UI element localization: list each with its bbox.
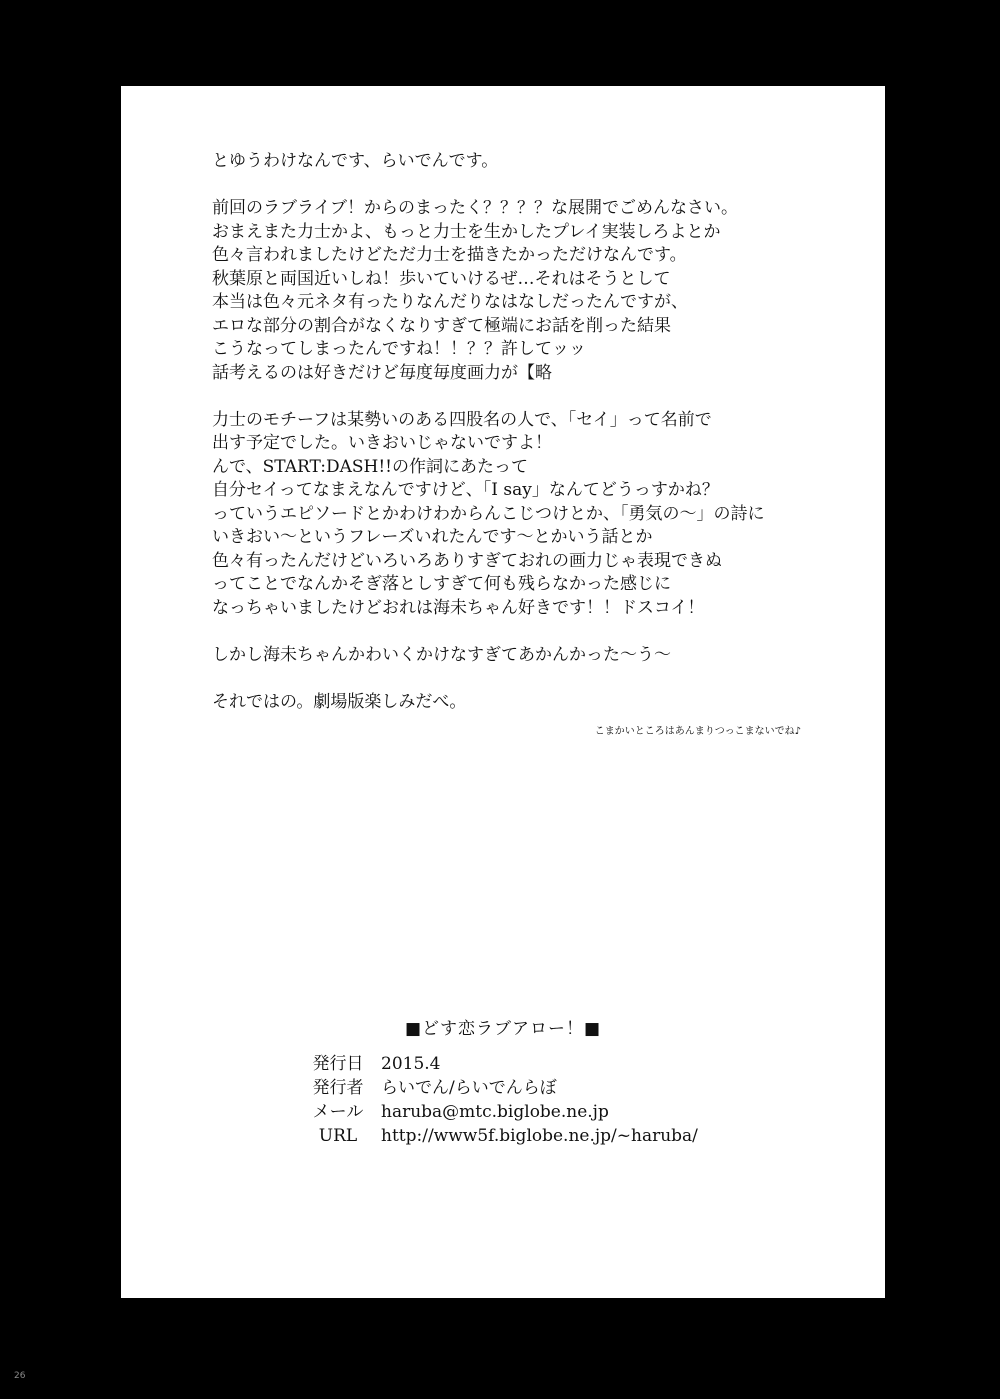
paragraph-4 xyxy=(212,644,872,668)
colophon-value: 2015.4 xyxy=(381,1054,441,1074)
colophon-value: haruba@mtc.biglobe.ne.jp xyxy=(381,1102,609,1122)
text-line: それではの。劇場版楽しみだべ。 xyxy=(212,691,467,712)
paragraph-2 xyxy=(212,197,872,385)
text-line: おまえまた力士かよ、もっと力士を生かしたプレイ実装しろよとか xyxy=(212,221,721,242)
text-line: 力士のモチーフは某勢いのある四股名の人で、「セイ」って名前で xyxy=(212,409,712,430)
text-line: しかし海未ちゃんかわいくかけなすぎてあかんかった～う～ xyxy=(212,644,671,665)
colophon-label: メール xyxy=(312,1102,364,1122)
page-number: 26 xyxy=(14,1371,26,1381)
colophon-row-url xyxy=(295,1124,698,1148)
text-line: 色々言われましたけどただ力士を描きたかっただけなんです。 xyxy=(212,245,687,265)
colophon-label: 発行者 xyxy=(312,1078,364,1098)
text-line: 秋葉原と両国近いしね！歩いていけるぜ…それはそうとして xyxy=(212,268,671,289)
paragraph-3 xyxy=(212,409,872,621)
text-line: 出す予定でした。いきおいじゃないですよ！ xyxy=(212,433,552,453)
colophon-label: URL xyxy=(318,1126,358,1146)
paragraph-5 xyxy=(212,691,872,715)
colophon-row-date xyxy=(295,1052,698,1076)
colophon xyxy=(295,1052,698,1148)
text-line: 自分セイってなまえなんですけど、「I say」なんてどうっすかね？ xyxy=(212,480,719,500)
footnote: こまかいところはあんまりつっこまないでね♪ xyxy=(594,726,801,737)
text-line: 色々有ったんだけどいろいろありすぎておれの画力じゃ表現できぬ xyxy=(212,550,722,571)
colophon-row-publisher xyxy=(295,1076,698,1100)
text-line: っていうエピソードとかわけわからんこじつけとか、「勇気の～」の詩に xyxy=(212,503,765,524)
text-line: いきおい～というフレーズいれたんです～とかいう話とか xyxy=(212,527,653,547)
paragraph-1 xyxy=(212,150,872,174)
document-page xyxy=(121,86,885,1298)
text-line: んで、START:DASH!!の作詞にあたって xyxy=(212,456,528,477)
text-line: 話考えるのは好きだけど毎度毎度画力が【略 xyxy=(212,362,552,383)
colophon-value: らいでん/らいでんらぼ xyxy=(381,1078,557,1098)
colophon-row-email xyxy=(295,1100,698,1124)
colophon-value: http://www5f.biglobe.ne.jp/~haruba/ xyxy=(381,1126,698,1146)
text-line: 前回のラブライブ！からのまったく？？？？な展開でごめんなさい。 xyxy=(212,198,738,218)
afterword-text xyxy=(212,150,872,738)
text-line: こうなってしまったんですね！！？？許してッッ xyxy=(212,339,586,359)
text-line: ってことでなんかそぎ落としすぎて何も残らなかった感じに xyxy=(212,574,671,594)
text-line: 本当は色々元ネタ有ったりなんだりなはなしだったんですが、 xyxy=(212,292,688,312)
text-line: なっちゃいましたけどおれは海未ちゃん好きです！！ドスコイ！ xyxy=(212,597,705,618)
text-line: とゆうわけなんです、らいでんです。 xyxy=(212,151,499,171)
colophon-label: 発行日 xyxy=(312,1054,364,1074)
text-line: エロな部分の割合がなくなりすぎて極端にお話を削った結果 xyxy=(212,315,671,336)
colophon-title: ■どす恋ラブアロー！■ xyxy=(404,1019,602,1039)
